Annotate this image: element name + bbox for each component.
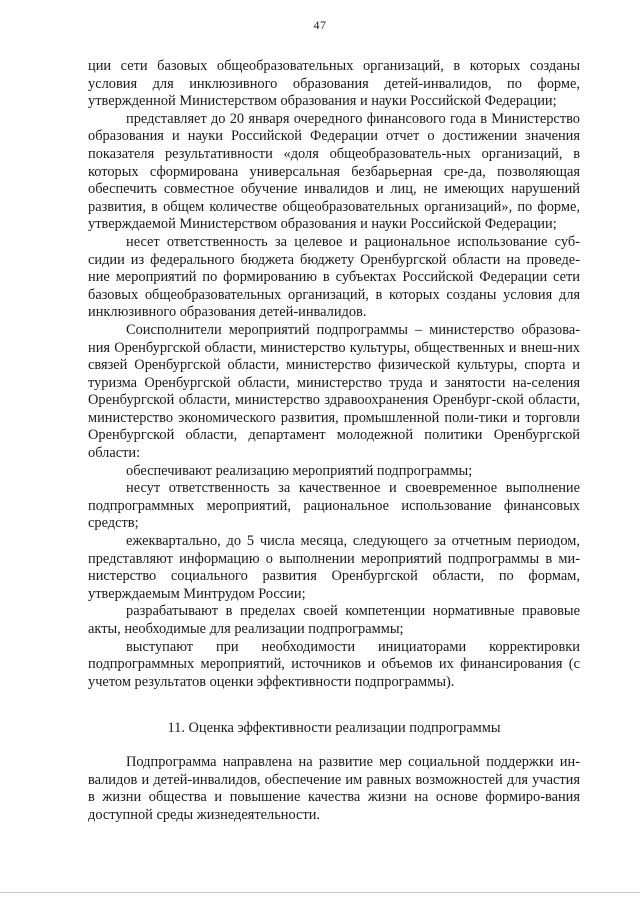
paragraph: несут ответственность за качественное и своевременное выполнение подпрограммных мероприятий, рациональное использование финансовых средств; [88,480,580,532]
paragraph: ежеквартально, до 5 числа месяца, следующего за отчетным периодом, представляют информацию о выполнении мероприятий подпрограммы в ми-нистерство социального развития Оренбургской области, по формам, утверждаемым Минтрудом России; [88,533,580,602]
paragraph: несет ответственность за целевое и рациональное использование суб-сидии из федерального бюджета бюджету Оренбургской области на проведе-ние мероприятий по формированию в субъектах Российской Федерации сети базовых общеобразовательных организаций, в которых созданы условия для инклюзивного образования детей-инвалидов. [88,233,580,321]
body-text [88,58,580,691]
paragraph: обеспечивают реализацию мероприятий подпрограммы; [126,462,473,479]
section-heading: 11. Оценка эффективности реализации подпрограммы [167,720,501,736]
paragraph: ции сети базовых общеобразовательных организаций, в которых созданы условия для инклюзивного образования детей-инвалидов, по форме, утвержденной Министерством образования и науки Российской Федерации; [88,58,580,110]
paragraph: Подпрограмма направлена на развитие мер социальной поддержки ин-валидов и детей-инвалидов, обеспечение им равных возможностей для участия в жизни общества и повышение качества жизни на основе формиро-вания доступной среды жизнедеятельности. [88,754,580,823]
scan-edge-line [0,892,640,893]
page-number: 47 [313,18,327,32]
paragraph: представляет до 20 января очередного финансового года в Министерство образования и науки Российской Федерации отчет о достижении значения показателя результативности «доля общеобразователь-ных организаций, в которых сформирована универсальная безбарьерная сре-да, позволяющая обеспечить совместное обучение инвалидов и лиц, не имеющих нарушений развития, в общем количестве общеобразовательных организаций», по форме, утверждаемой Министерством образования и науки Российской Федерации; [88,110,580,233]
paragraph: выступают при необходимости инициаторами корректировки подпрограммных мероприятий, источников и объемов их финансирования (с учетом результатов оценки эффективности подпрограммы). [88,638,580,690]
paragraph: Соисполнители мероприятий подпрограммы – министерство образова-ния Оренбургской области, министерство культуры, общественных и внеш-них связей Оренбургской области, министерство физической культуры, спорта и туризма Оренбургской области, министерство труда и занятости на-селения Оренбургской области, министерство здравоохранения Оренбург-ской области, министерство экономического развития, промышленной поли-тики и торговли Оренбургской области, департамент молодежной политики Оренбургской области: [88,321,580,462]
final-section-text [88,754,580,824]
paragraph: разрабатывают в пределах своей компетенции нормативные правовые акты, необходимые для реализации подпрограммы; [88,603,580,637]
